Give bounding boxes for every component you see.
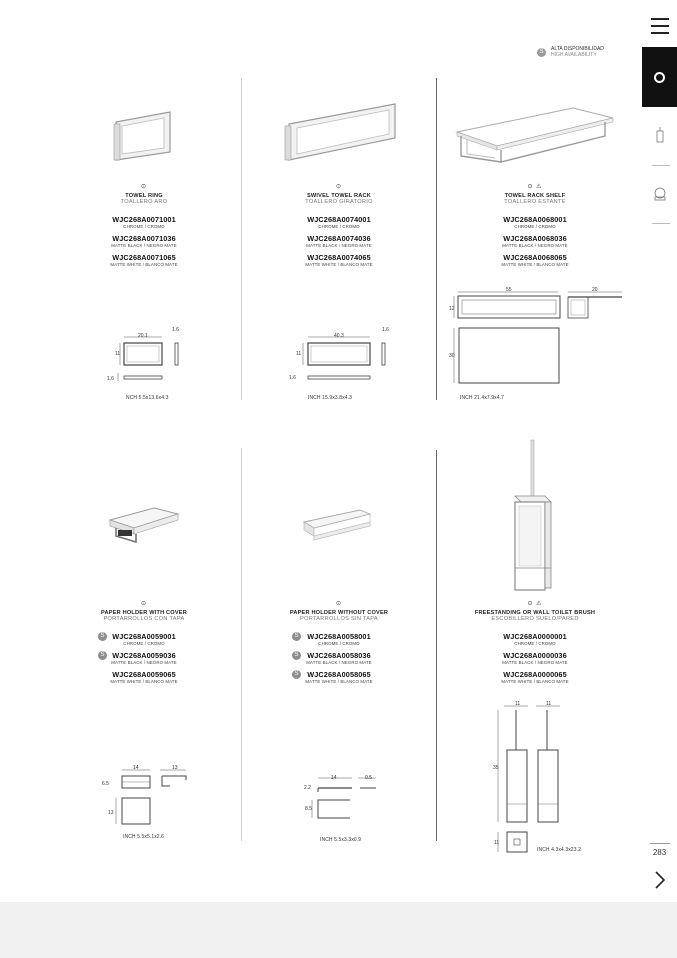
toilet-brush-icon: [655, 127, 665, 143]
product-feature-icon: ⊙: [335, 184, 343, 190]
inch-reference: INCH 21.4x7.9x4.7: [460, 395, 504, 401]
product-finish: MATTE BLACK / NEGRO MATE: [306, 660, 372, 665]
dimension-label: 1.6: [107, 376, 114, 382]
product-paper-holder-with-cover: [54, 600, 234, 689]
swivel-towel-rack-image: [283, 100, 399, 164]
product-code: WJC268A0058001: [307, 632, 371, 641]
paper-holder-without-cover-image: [300, 508, 376, 542]
availability-badge-icon: S: [292, 632, 301, 641]
product-code: WJC268A0000036: [503, 651, 567, 660]
product-name-es: TOALLERO ARO: [120, 199, 168, 205]
product-code: WJC268A0059065: [112, 670, 176, 679]
product-towel-ring: [54, 183, 234, 272]
inch-reference: NCH 5.5x13.6x4.3: [126, 395, 169, 401]
dimension-label: 8.5: [305, 806, 312, 812]
availability-badge-icon: S: [292, 670, 301, 679]
availability-badge-icon: S: [537, 48, 546, 57]
product-name: TOWEL RING: [125, 193, 163, 199]
dimension-label: 13: [172, 765, 178, 771]
product-paper-holder-without-cover: [249, 600, 429, 689]
product-code: WJC268A0074065: [307, 253, 371, 262]
towel-rack-shelf-drawing: [448, 286, 628, 390]
product-code: WJC268A0059001: [112, 632, 176, 641]
dimension-label: 2.2: [304, 785, 311, 791]
toilet-brush-drawing: [490, 700, 590, 856]
column-divider: [436, 78, 437, 400]
toilet-brush-image: [505, 440, 565, 592]
dimension-label: 1.6: [172, 327, 179, 333]
product-finish: CHROME / CROMO: [514, 641, 556, 646]
inch-reference: INCH 15.9x3.8x4.3: [308, 395, 352, 401]
product-code: WJC268A0071001: [112, 215, 176, 224]
availability-legend: [537, 46, 604, 58]
product-finish: MATTE BLACK / NEGRO MATE: [306, 243, 372, 248]
menu-icon[interactable]: [651, 18, 669, 34]
product-name-es: ESCOBILLERO SUELO/PARED: [491, 616, 579, 622]
nav-divider: [652, 165, 670, 166]
product-feature-icon: ⊙ ⚠: [527, 184, 543, 190]
product-code: WJC268A0074036: [307, 234, 371, 243]
page-number: 283: [652, 848, 667, 857]
dimension-label: 6.5: [102, 781, 109, 787]
inch-reference: INCH 5.5x3.3x0.9: [320, 837, 362, 843]
product-finish: MATTE WHITE / BLANCO MATE: [110, 679, 178, 684]
paper-holder-with-cover-drawing: [112, 764, 196, 828]
product-toilet-brush: [445, 600, 625, 689]
dimension-label: 11: [515, 701, 521, 707]
column-divider: [436, 450, 437, 841]
page-nav-rail: [642, 0, 677, 902]
dimension-label: 11: [115, 351, 121, 357]
product-feature-icon: ⊙ ⚠: [527, 601, 543, 607]
dimension-label: 13: [108, 810, 114, 816]
product-name: FREESTANDING OR WALL TOILET BRUSH: [474, 610, 596, 616]
legend-label-en: HIGH AVAILABILITY: [551, 52, 597, 58]
column-divider: [241, 78, 242, 400]
product-finish: CHROME / CROMO: [123, 641, 165, 646]
product-feature-icon: ⊙: [140, 601, 148, 607]
nav-divider: [652, 223, 670, 224]
ring-icon: [654, 72, 665, 83]
product-finish: MATTE WHITE / BLANCO MATE: [305, 262, 373, 267]
product-code: WJC268A0071036: [112, 234, 176, 243]
product-name: PAPER HOLDER WITHOUT COVER: [289, 610, 389, 616]
towel-rack-shelf-image: [455, 106, 615, 164]
towel-ring-image: [112, 104, 176, 162]
availability-badge-icon: S: [98, 651, 107, 660]
dimension-label: 14: [133, 765, 139, 771]
dimension-label: 55: [506, 287, 512, 293]
product-name-es: TOALLERO ESTANTE: [504, 199, 566, 205]
product-code: WJC268A0000001: [503, 632, 567, 641]
paper-holder-with-cover-image: [106, 504, 182, 546]
dimension-label: 35: [493, 765, 499, 771]
washbasin-icon: [652, 186, 668, 202]
product-code: WJC268A0068036: [503, 234, 567, 243]
product-finish: MATTE WHITE / BLANCO MATE: [501, 262, 569, 267]
product-code: WJC268A0058065: [307, 670, 371, 679]
product-finish: CHROME / CROMO: [318, 641, 360, 646]
page-number-divider: [650, 843, 670, 844]
product-code: WJC268A0074001: [307, 215, 371, 224]
product-code: WJC268A0068001: [503, 215, 567, 224]
next-page-chevron-icon[interactable]: [651, 870, 669, 890]
section-thumbnail[interactable]: [646, 115, 674, 155]
dimension-label: 40.3: [334, 333, 344, 339]
product-code: WJC268A0000065: [503, 670, 567, 679]
product-finish: MATTE WHITE / BLANCO MATE: [305, 679, 373, 684]
product-code: WJC268A0058036: [307, 651, 371, 660]
legend-label-es: ALTA DISPONIBILIDAD: [551, 46, 604, 52]
product-finish: CHROME / CROMO: [123, 224, 165, 229]
inch-reference: INCH 4.3x4.3x23.2: [537, 847, 581, 853]
product-code: WJC268A0071065: [112, 253, 176, 262]
product-name: PAPER HOLDER WITH COVER: [101, 610, 187, 616]
availability-badge-icon: S: [292, 651, 301, 660]
product-name: TOWEL RACK SHELF: [504, 193, 566, 199]
product-feature-icon: ⊙: [140, 184, 148, 190]
paper-holder-without-cover-drawing: [306, 772, 390, 830]
dimension-label: 30: [449, 353, 455, 359]
product-finish: CHROME / CROMO: [514, 224, 556, 229]
product-name-es: PORTARROLLOS SIN TAPA: [300, 616, 378, 622]
dimension-label: 14: [331, 775, 337, 781]
section-tab-active[interactable]: [642, 47, 677, 107]
product-towel-rack-shelf: [445, 183, 625, 272]
product-name-es: PORTARROLLOS CON TAPA: [103, 616, 185, 622]
product-finish: CHROME / CROMO: [318, 224, 360, 229]
product-feature-icon: ⊙: [335, 601, 343, 607]
product-finish: MATTE BLACK / NEGRO MATE: [111, 660, 177, 665]
product-code: WJC268A0068065: [503, 253, 567, 262]
dimension-label: 20.1: [138, 333, 148, 339]
dimension-label: 1.6: [289, 375, 296, 381]
product-finish: MATTE WHITE / BLANCO MATE: [501, 679, 569, 684]
section-thumbnail[interactable]: [646, 174, 674, 214]
product-swivel-towel-rack: [249, 183, 429, 272]
dimension-label: 11: [546, 701, 552, 707]
product-name: SWIVEL TOWEL RACK: [306, 193, 371, 199]
availability-badge-icon: S: [98, 632, 107, 641]
product-finish: MATTE BLACK / NEGRO MATE: [111, 243, 177, 248]
column-divider: [241, 448, 242, 841]
dimension-label: 20: [592, 287, 598, 293]
product-finish: MATTE BLACK / NEGRO MATE: [502, 660, 568, 665]
dimension-label: 11: [494, 840, 500, 846]
dimension-label: 0.5: [365, 775, 372, 781]
product-code: WJC268A0059036: [112, 651, 176, 660]
product-finish: MATTE WHITE / BLANCO MATE: [110, 262, 178, 267]
dimension-label: 1.6: [382, 327, 389, 333]
product-finish: MATTE BLACK / NEGRO MATE: [502, 243, 568, 248]
product-name-es: TOALLERO GIRATORIO: [305, 199, 373, 205]
dimension-label: 12: [449, 306, 455, 312]
dimension-label: 11: [296, 351, 302, 357]
inch-reference: INCH 5.5x5.1x2.6: [123, 834, 165, 840]
footer-band: [0, 902, 677, 958]
towel-ring-drawing: [104, 326, 194, 388]
